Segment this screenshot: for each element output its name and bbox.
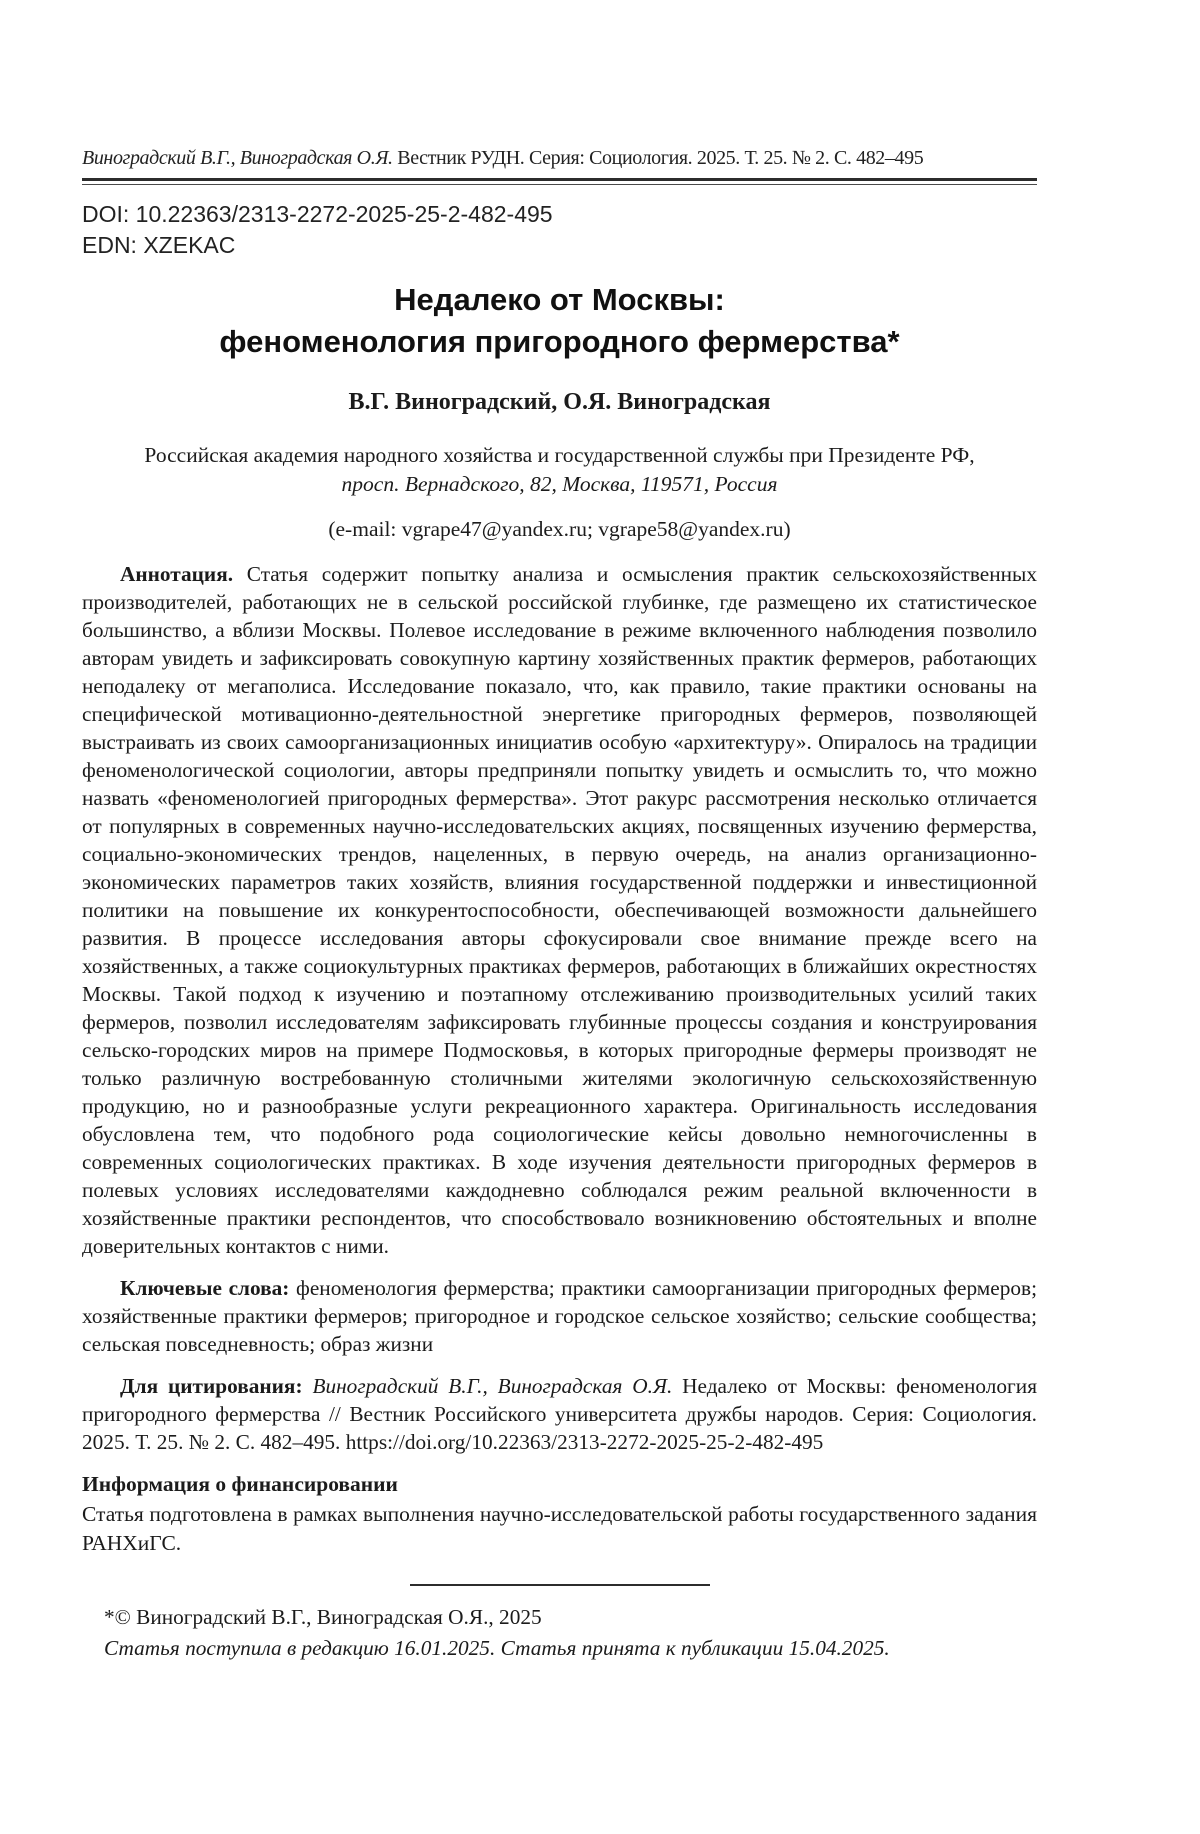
running-head-authors: Виноградский В.Г., Виноградская О.Я. — [82, 147, 393, 169]
article-title — [82, 279, 1037, 363]
footnote-received-line: Статья поступила в редакцию 16.01.2025. Статья принята к публикации 15.04.2025. — [104, 1636, 890, 1660]
keywords-text: феноменология фермерства; практики самоорганизации пригородных фермеров; хозяйственные практики фермеров; пригородное и городское сельское хозяйство; сельские сообщества; сельская повседневность; образ жизни — [82, 1276, 1037, 1356]
article-title-line1: Недалеко от Москвы: — [394, 282, 725, 317]
citation-label: Для цитирования: — [120, 1374, 303, 1398]
citation-text: Недалеко от Москвы: феноменология пригородного фермерства // Вестник Российского университета дружбы народов. Серия: Социология. 2025. Т. 25. № 2. С. 482–495. https://doi.org/10.22363/2313-2272-2025-25-2-482-495 — [82, 1374, 1037, 1454]
abstract-paragraph — [82, 560, 1037, 1260]
keywords-label: Ключевые слова: — [120, 1276, 290, 1300]
affiliation-block — [82, 441, 1037, 499]
affiliation-line: Российская академия народного хозяйства и государственной службы при Президенте РФ, — [144, 443, 975, 467]
article-title-line2: феноменология пригородного фермерства* — [219, 324, 900, 359]
edn-line: EDN: XZEKAC — [82, 232, 236, 258]
abstract-text: Статья содержит попытку анализа и осмысления практик сельскохозяйственных производителей, работающих не в сельской российской глубинке, где размещено их статистическое большинство, а вблизи Москвы. Полевое исследование в режиме включенного наблюдения позволило авторам увидеть и зафиксировать совокупную картину хозяйственных практик фермеров, работающих неподалеку от мегаполиса. Исследование показало, что, как правило, такие практики основаны на специфической мотивационно-деятельностной энергетике пригородных фермеров, позволяющей выстраивать из своих самоорганизационных инициатив особую «архитектуру». Опиралось на традиции феноменологической социологии, авторы предприняли попытку увидеть и осмыслить то, что можно назвать «феноменологией пригородных фермерства». Этот ракурс рассмотрения несколько отличается от популярных в современных научно-исследовательских акциях, посвященных изучению фермерства, социально-экономических трендов, нацеленных, в первую очередь, на анализ организационно-экономических параметров таких хозяйств, влияния государственной поддержки и инвестиционной политики на повышение их конкурентоспособности, обеспечивающей возможности дальнейшего развития. В процессе исследования авторы сфокусировали свое внимание прежде всего на хозяйственных, а также социокультурных практиках фермеров, работающих в ближайших окрестностях Москвы. Такой подход к изучению и поэтапному отслеживанию производительных усилий таких фермеров, позволил исследователям зафиксировать глубинные процессы создания и конструирования сельско-городских миров на примере Подмосковья, в которых пригородные фермеры производят не только различную востребованную столичными жителями экологичную сельскохозяйственную продукцию, но и разнообразные услуги рекреационного характера. Оригинальность исследования обусловлена тем, что подобного рода социологические кейсы довольно немногочисленны в современных социологических практиках. В ходе изучения деятельности пригородных фермеров в полевых условиях исследователями каждодневно соблюдался режим реальной включенности в хозяйственные практики респондентов, что способствовало возникновению обстоятельных и вполне доверительных контактов с ними. — [82, 562, 1037, 1258]
running-head-rule — [82, 178, 1037, 185]
citation-paragraph — [82, 1372, 1037, 1456]
running-head — [82, 146, 1037, 170]
running-head-journal: Вестник РУДН. Серия: Социология. 2025. Т. 25. № 2. С. 482–495 — [392, 147, 924, 169]
email-line: (e-mail: vgrape47@yandex.ru; vgrape58@yandex.ru) — [328, 517, 791, 541]
footnote-copyright: *© Виноградский В.Г., Виноградская О.Я., 2025 — [104, 1605, 542, 1629]
byline-authors: В.Г. Виноградский, О.Я. Виноградская — [348, 389, 771, 415]
doi-line: DOI: 10.22363/2313-2272-2025-25-2-482-495 — [82, 201, 553, 227]
footnote-separator — [410, 1584, 710, 1586]
abstract-label: Аннотация. — [120, 562, 234, 586]
id-block — [82, 199, 1037, 261]
funding-text: Статья подготовлена в рамках выполнения научно-исследовательской работы государственного задания РАНХиГС. — [82, 1502, 1037, 1555]
footnote-block — [82, 1602, 1037, 1664]
affiliation-address: просп. Вернадского, 82, Москва, 119571, Россия — [341, 472, 778, 496]
citation-authors: Виноградский В.Г., Виноградская О.Я. — [302, 1374, 673, 1398]
keywords-paragraph — [82, 1274, 1037, 1358]
funding-heading: Информация о финансировании — [82, 1472, 398, 1496]
